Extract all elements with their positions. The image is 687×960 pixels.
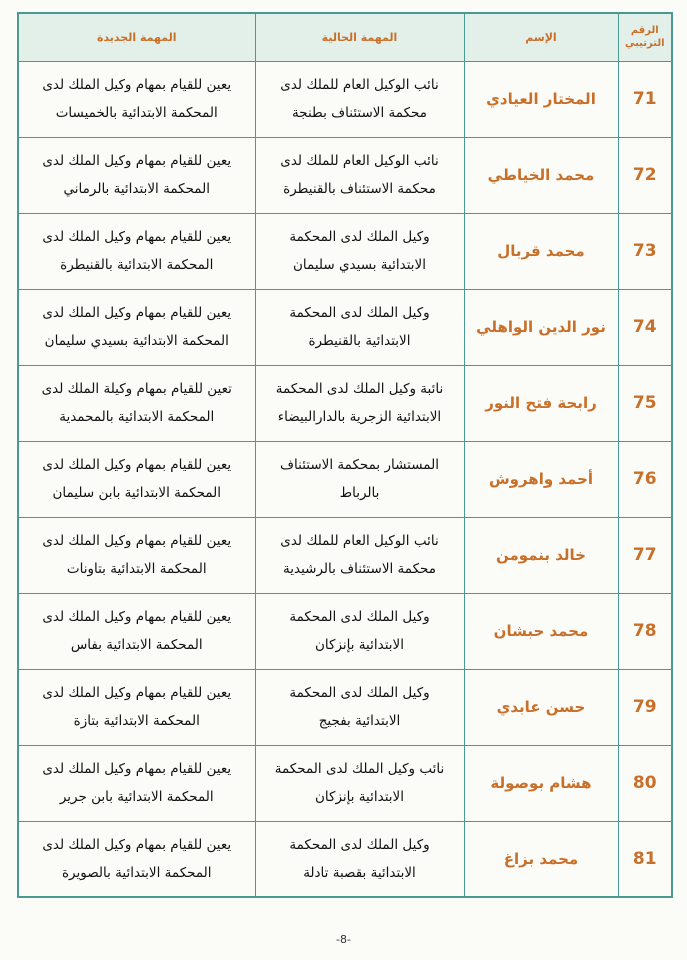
row-number: 72 <box>618 137 672 213</box>
row-name: محمد الخياطي <box>464 137 618 213</box>
table-row <box>18 289 672 365</box>
table-row <box>18 365 672 441</box>
appointments-table <box>17 12 673 898</box>
row-new-task: يعين للقيام بمهام وكيل الملك لدى المحكمة الابتدائية بابن جرير <box>18 745 255 821</box>
table-row <box>18 821 672 897</box>
row-current-task: نائب الوكيل العام للملك لدى محكمة الاستئناف بطنجة <box>255 61 464 137</box>
row-name: نور الدين الواهلي <box>464 289 618 365</box>
page-number: -8- <box>336 933 351 946</box>
row-name: حسن عابدي <box>464 669 618 745</box>
table-row <box>18 517 672 593</box>
row-number: 75 <box>618 365 672 441</box>
row-current-task: وكيل الملك لدى المحكمة الابتدائية بالقنيطرة <box>255 289 464 365</box>
row-current-task: وكيل الملك لدى المحكمة الابتدائية بفجيج <box>255 669 464 745</box>
row-name: المختار العيادي <box>464 61 618 137</box>
header-current-task: المهمة الحالية <box>255 13 464 61</box>
table-row <box>18 61 672 137</box>
row-new-task: يعين للقيام بمهام وكيل الملك لدى المحكمة الابتدائية بالقنيطرة <box>18 213 255 289</box>
row-current-task: وكيل الملك لدى المحكمة الابتدائية بسيدي سليمان <box>255 213 464 289</box>
row-number: 80 <box>618 745 672 821</box>
row-name: محمد حبشان <box>464 593 618 669</box>
row-new-task: يعين للقيام بمهام وكيل الملك لدى المحكمة الابتدائية بالرماني <box>18 137 255 213</box>
row-current-task: وكيل الملك لدى المحكمة الابتدائية بإنزكان <box>255 593 464 669</box>
table-row <box>18 593 672 669</box>
row-new-task: تعين للقيام بمهام وكيلة الملك لدى المحكمة الابتدائية بالمحمدية <box>18 365 255 441</box>
header-new-task: المهمة الجديدة <box>18 13 255 61</box>
row-current-task: نائب الوكيل العام للملك لدى محكمة الاستئناف بالرشيدية <box>255 517 464 593</box>
row-current-task: نائب الوكيل العام للملك لدى محكمة الاستئناف بالقنيطرة <box>255 137 464 213</box>
row-number: 71 <box>618 61 672 137</box>
table-header-row <box>18 13 672 61</box>
row-name: محمد قربال <box>464 213 618 289</box>
row-name: محمد بزاغ <box>464 821 618 897</box>
row-number: 81 <box>618 821 672 897</box>
row-current-task: وكيل الملك لدى المحكمة الابتدائية بقصبة تادلة <box>255 821 464 897</box>
header-number: الرقم الترتيبي <box>618 13 672 61</box>
row-new-task: يعين للقيام بمهام وكيل الملك لدى المحكمة الابتدائية بالصويرة <box>18 821 255 897</box>
row-current-task: نائبة وكيل الملك لدى المحكمة الابتدائية الزجرية بالدارالبيضاء <box>255 365 464 441</box>
row-new-task: يعين للقيام بمهام وكيل الملك لدى المحكمة الابتدائية بسيدي سليمان <box>18 289 255 365</box>
row-name: أحمد واهروش <box>464 441 618 517</box>
row-number: 79 <box>618 669 672 745</box>
table-row <box>18 441 672 517</box>
table-row <box>18 745 672 821</box>
row-new-task: يعين للقيام بمهام وكيل الملك لدى المحكمة الابتدائية بتاونات <box>18 517 255 593</box>
row-name: خالد بنمومن <box>464 517 618 593</box>
row-current-task: نائب وكيل الملك لدى المحكمة الابتدائية بإنزكان <box>255 745 464 821</box>
row-number: 74 <box>618 289 672 365</box>
table-row <box>18 213 672 289</box>
row-name: هشام بوصولة <box>464 745 618 821</box>
header-name: الإسم <box>464 13 618 61</box>
row-new-task: يعين للقيام بمهام وكيل الملك لدى المحكمة الابتدائية بتازة <box>18 669 255 745</box>
row-number: 76 <box>618 441 672 517</box>
row-number: 78 <box>618 593 672 669</box>
row-name: رابحة فتح النور <box>464 365 618 441</box>
row-new-task: يعين للقيام بمهام وكيل الملك لدى المحكمة الابتدائية بالخميسات <box>18 61 255 137</box>
table-row <box>18 137 672 213</box>
table-row <box>18 669 672 745</box>
row-new-task: يعين للقيام بمهام وكيل الملك لدى المحكمة الابتدائية بابن سليمان <box>18 441 255 517</box>
row-current-task: المستشار بمحكمة الاستئناف بالرباط <box>255 441 464 517</box>
row-number: 77 <box>618 517 672 593</box>
row-new-task: يعين للقيام بمهام وكيل الملك لدى المحكمة الابتدائية بفاس <box>18 593 255 669</box>
row-number: 73 <box>618 213 672 289</box>
